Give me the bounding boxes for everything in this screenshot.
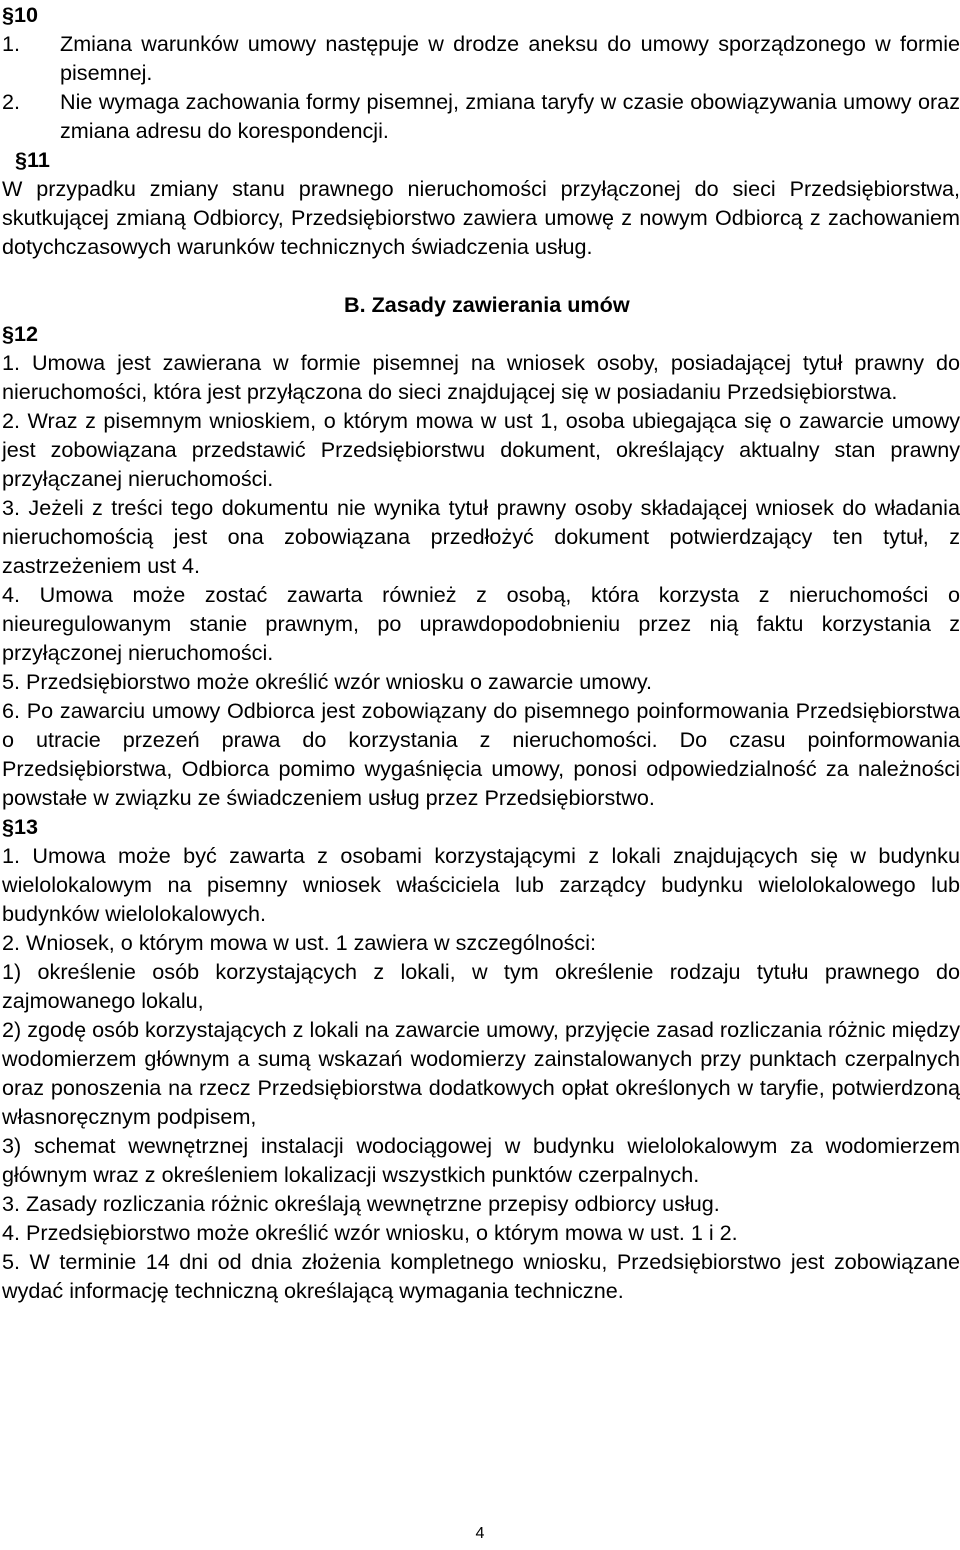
section-13-item: 1. Umowa może być zawarta z osobami korzystającymi z lokali znajdujących się w budynku wielolokalowym na pisemny wniosek właściciela lub zarządcy budynku wielolokalowego lub budynków wielolokalowych. xyxy=(2,843,960,926)
item-text: Zmiana warunków umowy następuje w drodze aneksu do umowy sporządzonego w formie pisemnej. xyxy=(60,31,960,85)
section-13-item: 5. W terminie 14 dni od dnia złożenia kompletnego wniosku, Przedsiębiorstwo jest zobowiązane wydać informację techniczną określającą wymagania techniczne. xyxy=(2,1249,960,1303)
section-11-heading: §11 xyxy=(15,147,50,172)
section-13-item: 2) zgodę osób korzystających z lokali na zawarcie umowy, przyjęcie zasad rozliczania różnic między wodomierzem głównym a sumą wskazań wodomierzy zainstalowanych przy punktach czerpalnych oraz ponoszenia na rzecz Przedsiębiorstwa dodatkowych opłat określonych w taryfie, potwierdzoną własnoręcznym podpisem, xyxy=(2,1017,960,1129)
section-13-item: 3. Zasady rozliczania różnic określają wewnętrzne przepisy odbiorcy usług. xyxy=(2,1191,720,1216)
section-13-item: 4. Przedsiębiorstwo może określić wzór wniosku, o którym mowa w ust. 1 i 2. xyxy=(2,1220,738,1245)
section-12-item: 1. Umowa jest zawierana w formie pisemnej na wniosek osoby, posiadającej tytuł prawny do nieruchomości, która jest przyłączona do sieci znajdującej się w posiadaniu Przedsiębiorstwa. xyxy=(2,350,960,404)
section-13-heading: §13 xyxy=(2,814,39,839)
section-12-item: 3. Jeżeli z treści tego dokumentu nie wynika tytuł prawny osoby składającej wniosek do władania nieruchomością jest ona zobowiązana przedłożyć dokument potwierdzający ten tytuł, z zastrzeżeniem ust 4. xyxy=(2,495,960,578)
section-13-item: 3) schemat wewnętrznej instalacji wodociągowej w budynku wielolokalowym za wodomierzem głównym wraz z określeniem lokalizacji wszystkich punktów czerpalnych. xyxy=(2,1133,960,1187)
section-13-item: 2. Wniosek, o którym mowa w ust. 1 zawiera w szczególności: xyxy=(2,930,597,955)
section-10-heading: §10 xyxy=(2,2,39,27)
section-10-item-2 xyxy=(2,87,960,145)
section-12-item: 5. Przedsiębiorstwo może określić wzór wniosku o zawarcie umowy. xyxy=(2,669,653,694)
section-12-item: 2. Wraz z pisemnym wnioskiem, o którym mowa w ust 1, osoba ubiegająca się o zawarcie umowy jest zobowiązana przedstawić Przedsiębiorstwu dokument, określający aktualny stan prawny przyłączanej nieruchomości. xyxy=(2,408,960,491)
page-number: 4 xyxy=(475,1525,485,1542)
section-10-item-1 xyxy=(2,29,960,87)
section-b-title: B. Zasady zawierania umów xyxy=(344,292,630,317)
section-13-item: 1) określenie osób korzystających z lokali, w tym określenie rodzaju tytułu prawnego do zajmowanego lokalu, xyxy=(2,959,960,1013)
item-number: 1. xyxy=(2,31,21,56)
section-11-text: W przypadku zmiany stanu prawnego nieruchomości przyłączonej do sieci Przedsiębiorstwa, skutkującej zmianą Odbiorcy, Przedsiębiorstwo zawiera umowę z nowym Odbiorcą z zachowaniem dotychczasowych warunków technicznych świadczenia usług. xyxy=(2,176,960,259)
spacer xyxy=(2,261,960,290)
section-12-item: 4. Umowa może zostać zawarta również z osobą, która korzysta z nieruchomości o nieuregulowanym stanie prawnym, po uprawdopodobnieniu przez nią faktu korzystania z przyłączonej nieruchomości. xyxy=(2,582,960,665)
section-12-item: 6. Po zawarciu umowy Odbiorca jest zobowiązany do pisemnego poinformowania Przedsiębiorstwa o utracie przezeń prawa do korzystania z nieruchomości. Do czasu poinformowania Przedsiębiorstwa, Odbiorca pomimo wygaśnięcia umowy, ponosi odpowiedzialność za należności powstałe w związku ze świadczeniem usług przez Przedsiębiorstwo. xyxy=(2,698,960,810)
section-12-heading: §12 xyxy=(2,321,39,346)
item-text: Nie wymaga zachowania formy pisemnej, zmiana taryfy w czasie obowiązywania umowy oraz zmiana adresu do korespondencji. xyxy=(60,89,960,143)
item-number: 2. xyxy=(2,89,21,114)
